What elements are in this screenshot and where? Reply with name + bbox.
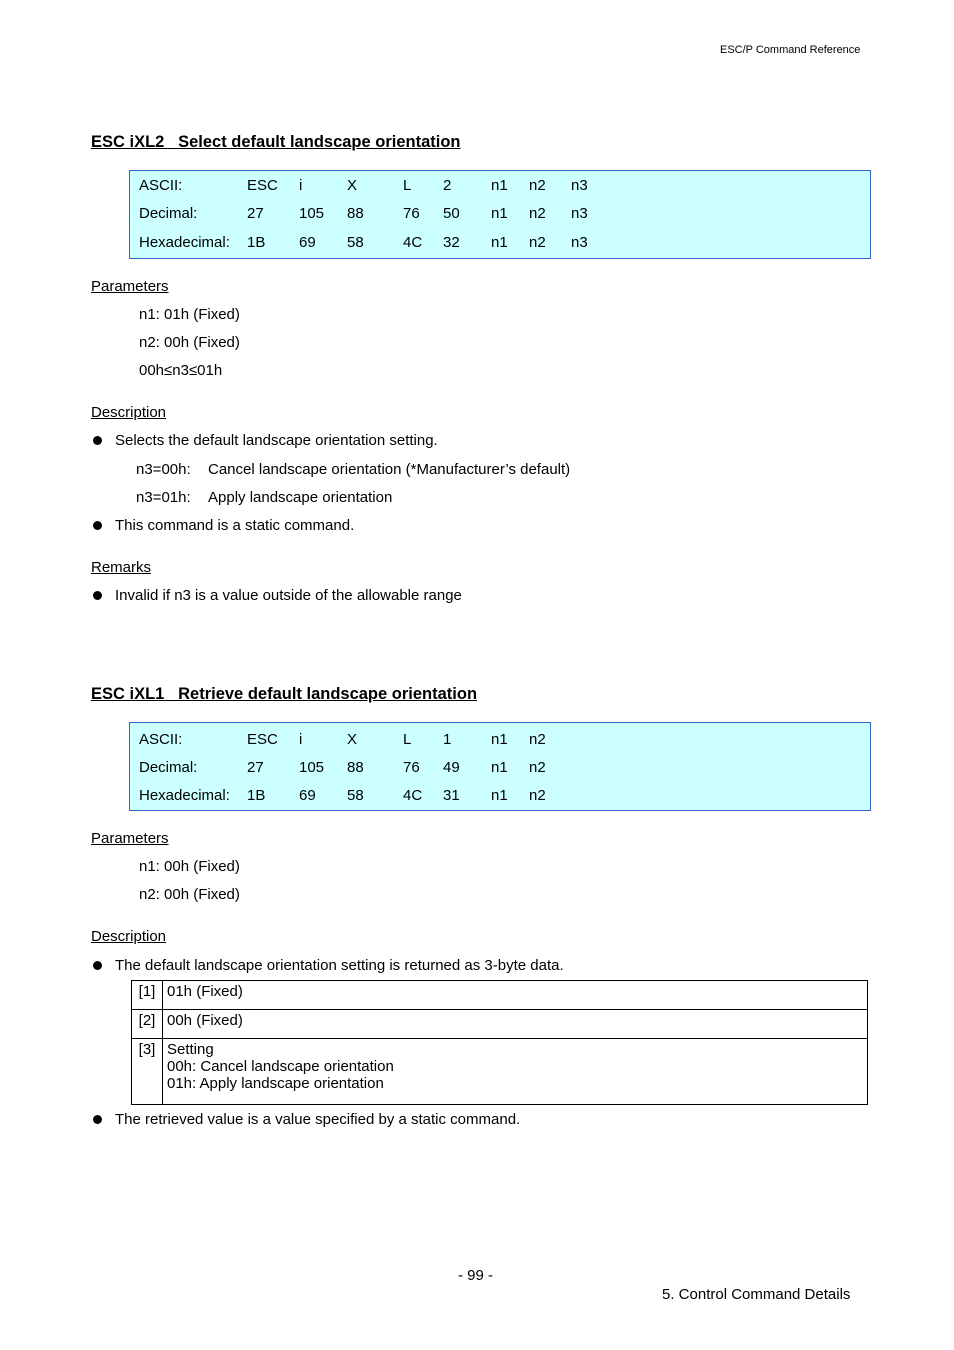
cmd-cell: 50 <box>443 205 460 222</box>
description-heading: Description <box>91 404 167 421</box>
cmd-cell: n3 <box>571 205 588 222</box>
cmd-cell: 88 <box>347 759 364 776</box>
cmd-cell: 105 <box>299 205 325 222</box>
cmd-cell: 2 <box>443 177 452 194</box>
cmd-cell: 58 <box>347 234 364 251</box>
cmd-cell: 1 <box>443 731 452 748</box>
cmd-cell: n1 <box>491 234 508 251</box>
cmd-cell: X <box>347 177 358 194</box>
cmd-cell: 76 <box>403 205 420 222</box>
cmd-cell: 27 <box>247 205 264 222</box>
description-heading: Description <box>91 928 167 945</box>
bullet-icon <box>93 591 102 600</box>
bullet-icon <box>93 521 102 530</box>
table-row <box>132 1010 868 1039</box>
byte-line: 00h (Fixed) <box>167 1012 243 1029</box>
parameter-line: n2: 00h (Fixed) <box>139 886 240 903</box>
option-key: n3=01h: <box>136 489 191 506</box>
byte-index: [2] <box>132 1010 163 1039</box>
cmd-cell: Hexadecimal: <box>139 787 230 804</box>
byte-line: Setting <box>167 1041 214 1058</box>
cmd-cell: 88 <box>347 205 364 222</box>
byte-line: 00h: Cancel landscape orientation <box>167 1058 394 1075</box>
cmd-cell: n2 <box>529 234 546 251</box>
cmd-cell: n1 <box>491 731 508 748</box>
cmd-cell: 105 <box>299 759 325 776</box>
remark-line: Invalid if n3 is a value outside of the allowable range <box>115 587 462 604</box>
cmd-cell: 32 <box>443 234 460 251</box>
cmd-cell: 69 <box>299 234 316 251</box>
cmd-cell: 1B <box>247 787 266 804</box>
cmd-cell: 76 <box>403 759 420 776</box>
byte-line: 01h (Fixed) <box>167 983 243 1000</box>
cmd-cell: n1 <box>491 205 508 222</box>
cmd-cell: 4C <box>403 787 423 804</box>
chapter-footer: 5. Control Command Details <box>662 1286 851 1303</box>
parameter-line: n2: 00h (Fixed) <box>139 334 240 351</box>
cmd-cell: Hexadecimal: <box>139 234 230 251</box>
byte-index: [3] <box>132 1039 163 1105</box>
page-number: - 99 - <box>458 1267 494 1284</box>
cmd-cell: n1 <box>491 177 508 194</box>
command-box-esc-ixl2 <box>129 170 871 259</box>
cmd-cell: n2 <box>529 731 546 748</box>
cmd-cell: ESC <box>247 177 278 194</box>
parameter-line: 00h≤n3≤01h <box>139 362 223 379</box>
cmd-cell: i <box>299 731 303 748</box>
option-value: Apply landscape orientation <box>208 489 393 506</box>
running-header: ESC/P Command Reference <box>720 44 861 56</box>
bullet-icon <box>93 961 102 970</box>
byte-content <box>163 981 868 1010</box>
description-line: This command is a static command. <box>115 517 355 534</box>
cmd-cell: L <box>403 731 412 748</box>
table-row <box>132 981 868 1010</box>
cmd-cell: 31 <box>443 787 460 804</box>
cmd-cell: L <box>403 177 412 194</box>
cmd-cell: n2 <box>529 177 546 194</box>
cmd-cell: n2 <box>529 787 546 804</box>
cmd-cell: 1B <box>247 234 266 251</box>
cmd-cell: 27 <box>247 759 264 776</box>
bullet-icon <box>93 1115 102 1124</box>
cmd-cell: Decimal: <box>139 759 198 776</box>
cmd-cell: n1 <box>491 787 508 804</box>
cmd-cell: 58 <box>347 787 364 804</box>
bullet-icon <box>93 436 102 445</box>
description-line: The retrieved value is a value specified by a static command. <box>115 1111 521 1128</box>
section-title-esc-ixl1: ESC iXL1 Retrieve default landscape orientation <box>91 685 478 703</box>
option-value: Cancel landscape orientation (*Manufacturer’s default) <box>208 461 571 478</box>
parameters-heading: Parameters <box>91 278 169 295</box>
cmd-cell: n3 <box>571 234 588 251</box>
cmd-cell: 69 <box>299 787 316 804</box>
cmd-cell: ASCII: <box>139 177 183 194</box>
cmd-cell: 4C <box>403 234 423 251</box>
section-title-esc-ixl2: ESC iXL2 Select default landscape orientation <box>91 133 461 151</box>
command-box-esc-ixl1 <box>129 722 871 811</box>
byte-index: [1] <box>132 981 163 1010</box>
cmd-cell: i <box>299 177 303 194</box>
cmd-cell: ESC <box>247 731 278 748</box>
parameter-line: n1: 01h (Fixed) <box>139 306 240 323</box>
parameters-heading: Parameters <box>91 830 169 847</box>
table-row <box>132 1039 868 1105</box>
option-key: n3=00h: <box>136 461 191 478</box>
byte-content <box>163 1039 868 1105</box>
response-data-table <box>131 980 868 1105</box>
cmd-cell: 49 <box>443 759 460 776</box>
cmd-cell: n3 <box>571 177 588 194</box>
parameter-line: n1: 00h (Fixed) <box>139 858 240 875</box>
cmd-cell: n1 <box>491 759 508 776</box>
byte-content <box>163 1010 868 1039</box>
remarks-heading: Remarks <box>91 559 152 576</box>
description-line: The default landscape orientation setting is returned as 3-byte data. <box>115 957 564 974</box>
cmd-cell: n2 <box>529 759 546 776</box>
cmd-cell: Decimal: <box>139 205 198 222</box>
byte-line: 01h: Apply landscape orientation <box>167 1075 384 1092</box>
description-line: Selects the default landscape orientation setting. <box>115 432 438 449</box>
cmd-cell: ASCII: <box>139 731 183 748</box>
cmd-cell: X <box>347 731 358 748</box>
cmd-cell: n2 <box>529 205 546 222</box>
